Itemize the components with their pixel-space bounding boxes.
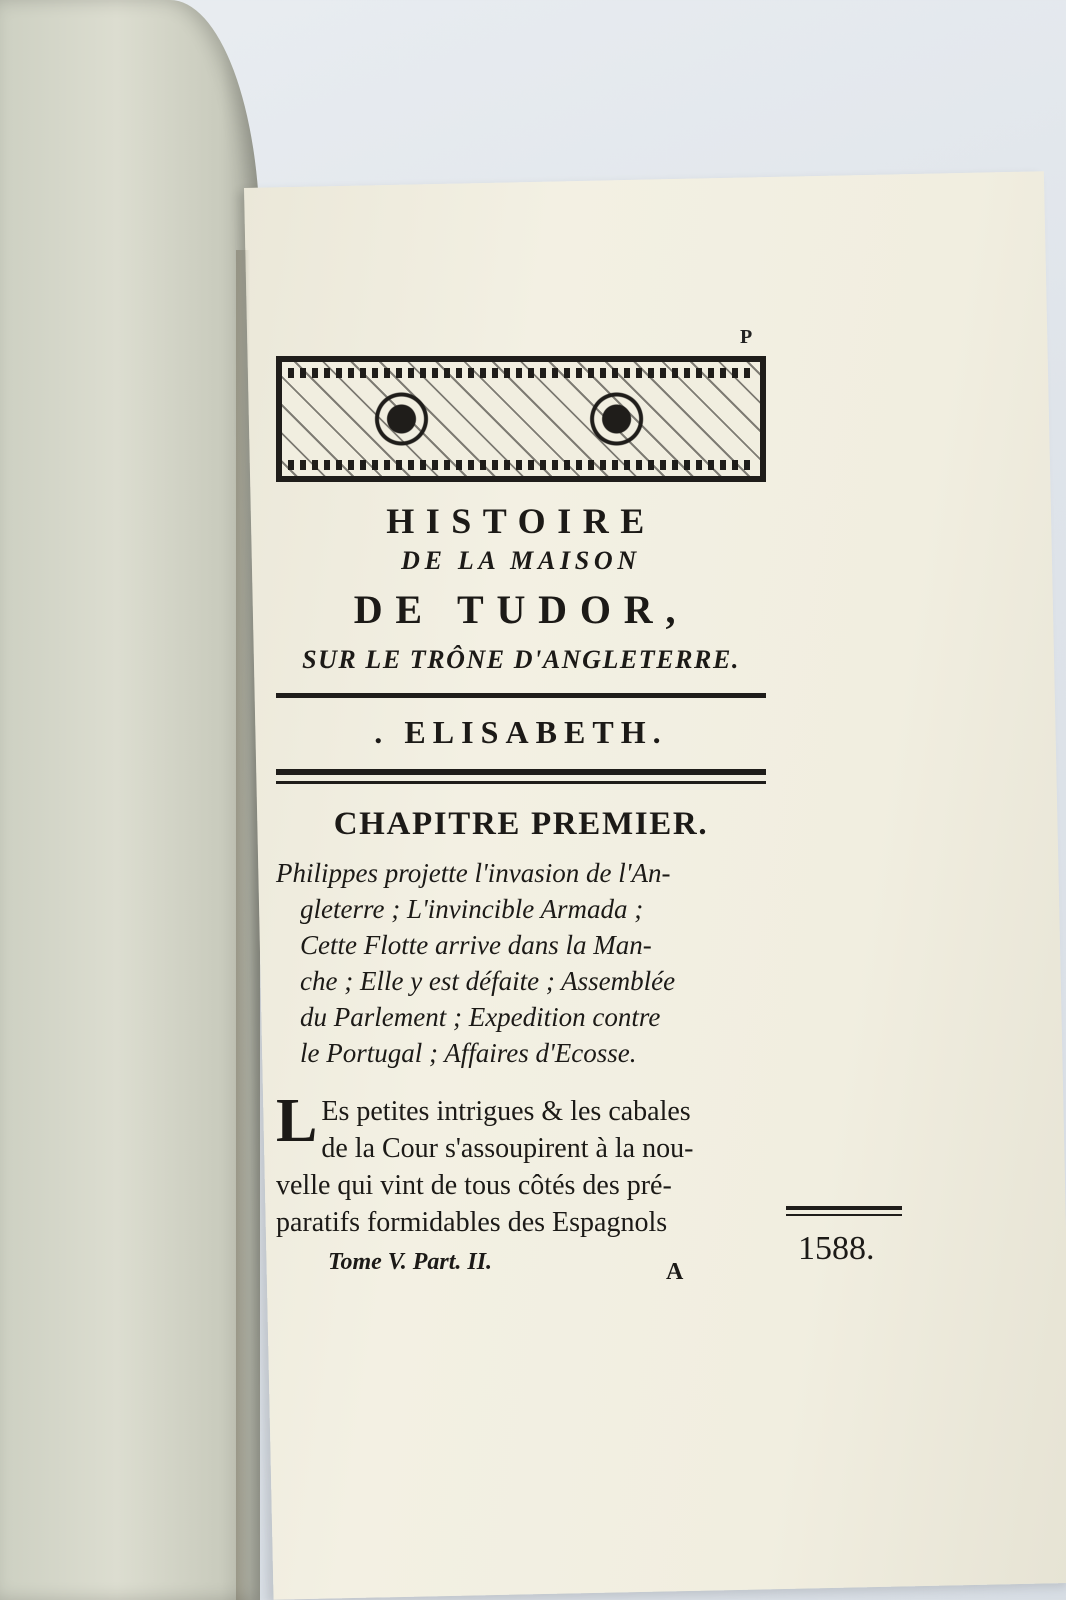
summary-line: le Portugal ; Affaires d'Ecosse.	[300, 1038, 637, 1068]
chapter-summary	[276, 855, 766, 1071]
title-line-1: HISTOIRE	[386, 501, 656, 541]
summary-line: che ; Elle y est défaite ; Assemblée	[300, 966, 676, 996]
margin-rule	[786, 1206, 902, 1216]
summary-line: Cette Flotte arrive dans la Man-	[300, 930, 652, 960]
chapter-heading: CHAPITRE PREMIER.	[333, 806, 709, 842]
title-line-2: DE LA MAISON	[401, 546, 641, 575]
drop-cap: L	[276, 1087, 318, 1155]
body-line: de la Cour s'assoupirent à la nou-	[321, 1133, 694, 1164]
page-footer	[276, 1249, 766, 1289]
body-line: velle qui vint de tous côtés des pré-	[276, 1170, 672, 1201]
gathering-signature: A	[666, 1259, 684, 1285]
signature-mark: P	[740, 326, 753, 348]
summary-line: du Parlement ; Expedition contre	[300, 1002, 661, 1032]
ornament-headpiece-icon	[276, 356, 766, 482]
reign-heading: . ELISABETH.	[374, 714, 668, 750]
book-gutter	[236, 250, 250, 1600]
body-line: Es petites intrigues & les cabales	[321, 1096, 691, 1127]
title-line-4: SUR LE TRÔNE D'ANGLETERRE.	[302, 645, 740, 674]
summary-line: Philippes projette l'invasion de l'An-	[276, 858, 671, 888]
body-line: paratifs formidables des Espagnols	[276, 1207, 668, 1238]
margin-year: 1588.	[798, 1230, 875, 1267]
title-line-3: DE TUDOR,	[353, 587, 689, 632]
double-rule	[276, 769, 766, 784]
left-page	[0, 0, 260, 1600]
summary-line: gleterre ; L'invincible Armada ;	[300, 894, 644, 924]
tome-label: Tome V. Part. II.	[328, 1249, 493, 1275]
title-rule	[276, 693, 766, 698]
page-content	[276, 330, 766, 1289]
body-text	[276, 1087, 766, 1241]
